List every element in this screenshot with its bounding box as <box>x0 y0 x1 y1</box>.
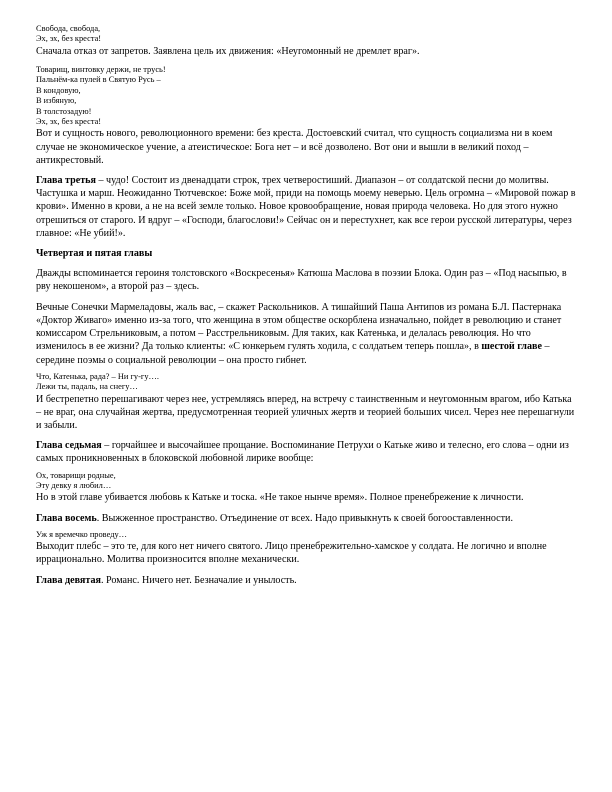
heading-text: Четвертая и пятая главы <box>36 248 153 260</box>
poem-line: Ох, товарищи родные, <box>36 470 116 480</box>
paragraph-text: Вечные Сонечки Мармеладовы, жаль вас, – скажет Раскольников. А тишайший Паша Антипов из романа Б.Л. Пастернака «Доктор Живаго» именно из-за того, что женщина в этом обществе оскорблена изначально, пойдет в революцию и станет комиссаром Стрельниковым, а потом – Расстрельниковым. Для таких, как Катенька, и делалась революция. Но что изменилось в ее жизни? Да только клиенты: «С юнкерьем гулять ходила, с солдатьем теперь пошла», в <box>36 301 562 353</box>
poem-line: Пальнём-ка пулей в Святую Русь – <box>36 75 161 85</box>
poem-line: Эту девку я любил… <box>36 480 112 490</box>
poem-line: Лежи ты, падаль, на снегу… <box>36 382 138 392</box>
paragraph-chapter-seven <box>36 439 576 465</box>
paragraph-text: . Выжженное пространство. Отъединение от всех. Надо привыкнуть к своей богооставленности. <box>96 512 513 524</box>
paragraph: Сначала отказ от запретов. Заявлена цель их движения: «Неугомонный не дремлет враг». <box>36 45 420 57</box>
paragraph: Дважды вспоминается героиня толстовского «Воскресенья» Катюша Маслова в поэзии Блока. Один раз – «Под насыпью, в рву некошеном», а второй раз – здесь. <box>36 268 567 293</box>
chapter-lead: шестой главе <box>481 341 542 353</box>
paragraph-chapter-three <box>36 174 576 240</box>
paragraph: Вот и сущность нового, революционного времени: без креста. Достоевский считал, что сущность социализма ни в коем случае не экономическое учение, а атеистическое: Бога нет – и всё дозволено. Вот они и вышли в великий поход – антикрестовый. <box>36 128 553 166</box>
poem-line: Уж я времечко проведу… <box>36 529 128 539</box>
chapter-lead: Глава девятая <box>36 574 101 586</box>
chapter-lead: Глава третья <box>36 175 96 187</box>
paragraph-chapter-eight <box>36 512 576 525</box>
poem-line: В кондовую, <box>36 85 81 95</box>
paragraph: И бестрепетно перешагивают через нее, устремляясь вперед, на встречу с таинственным и неугомонным врагом, ибо Катька – не враг, она случайная жертва, предусмотренная теорией уличных жертв и теорией больших чисел. Через нее перешагнули и забыли. <box>36 393 575 431</box>
paragraph-text: – чудо! Состоит из двенадцати строк, трех четверостиший. Диапазон – от солдатской песни до молитвы. Частушка и марш. Неожиданно Тютчевское: Боже мой, приди на помощь моему неверью. Цель огромна – «Мировой пожар в крови». Именно в крови, а не на всей земле только. Новое кровообращение, новая природа человека. Но для этого нужно отрешиться от старого. И вдруг – «Господи, благослови!» Сейчас он и перестухнет, как все герои русской литературы, через главное: «Не убий!». <box>36 175 576 239</box>
poem-line: Товарищ, винтовку держи, не трусь! <box>36 65 166 75</box>
paragraph: Но в этой главе убивается любовь к Катьке и тоска. «Не такое нынче время». Полное пренебрежение к личности. <box>36 492 524 504</box>
poem-line: В толстозадую! <box>36 106 92 116</box>
poem-excerpt-time <box>36 530 576 540</box>
paragraph: Выходит плебс – это те, для кого нет ничего святого. Лицо пренебрежительно-хамское у солдата. Не логично и вполне иррационально. Молитва произносится вполне механически. <box>36 541 547 566</box>
poem-line: Эх, эх, без креста! <box>36 117 102 127</box>
poem-excerpt-freedom <box>36 24 576 45</box>
chapter-lead: Глава восемь <box>36 512 97 524</box>
paragraph-text: – середине поэмы о социальной революции – она просто гибнет. <box>36 341 550 366</box>
paragraph-text: – горчайшее и высочайшее прощание. Воспоминание Петрухи о Катьке живо и телесно, его слова – одни из самых проникновенных в блоковской любовной лирике вообще: <box>36 440 569 465</box>
paragraph-chapter-six <box>36 301 576 367</box>
chapter-lead: Глава седьмая <box>36 440 102 452</box>
paragraph-chapter-nine <box>36 574 576 587</box>
section-heading <box>36 247 576 260</box>
poem-line: Свобода, свобода, <box>36 24 101 33</box>
poem-excerpt-comrades <box>36 471 576 492</box>
poem-line: В избяную, <box>36 96 77 106</box>
poem-excerpt-katka <box>36 372 576 393</box>
document-page <box>36 24 576 587</box>
poem-line: Что, Катенька, рада? – Ни гу-гу…. <box>36 371 159 381</box>
poem-excerpt-rifle <box>36 65 576 127</box>
paragraph-text: . Романс. Ничего нет. Безначалие и унылость. <box>100 574 297 586</box>
poem-line: Эх, эх, без креста! <box>36 34 102 44</box>
